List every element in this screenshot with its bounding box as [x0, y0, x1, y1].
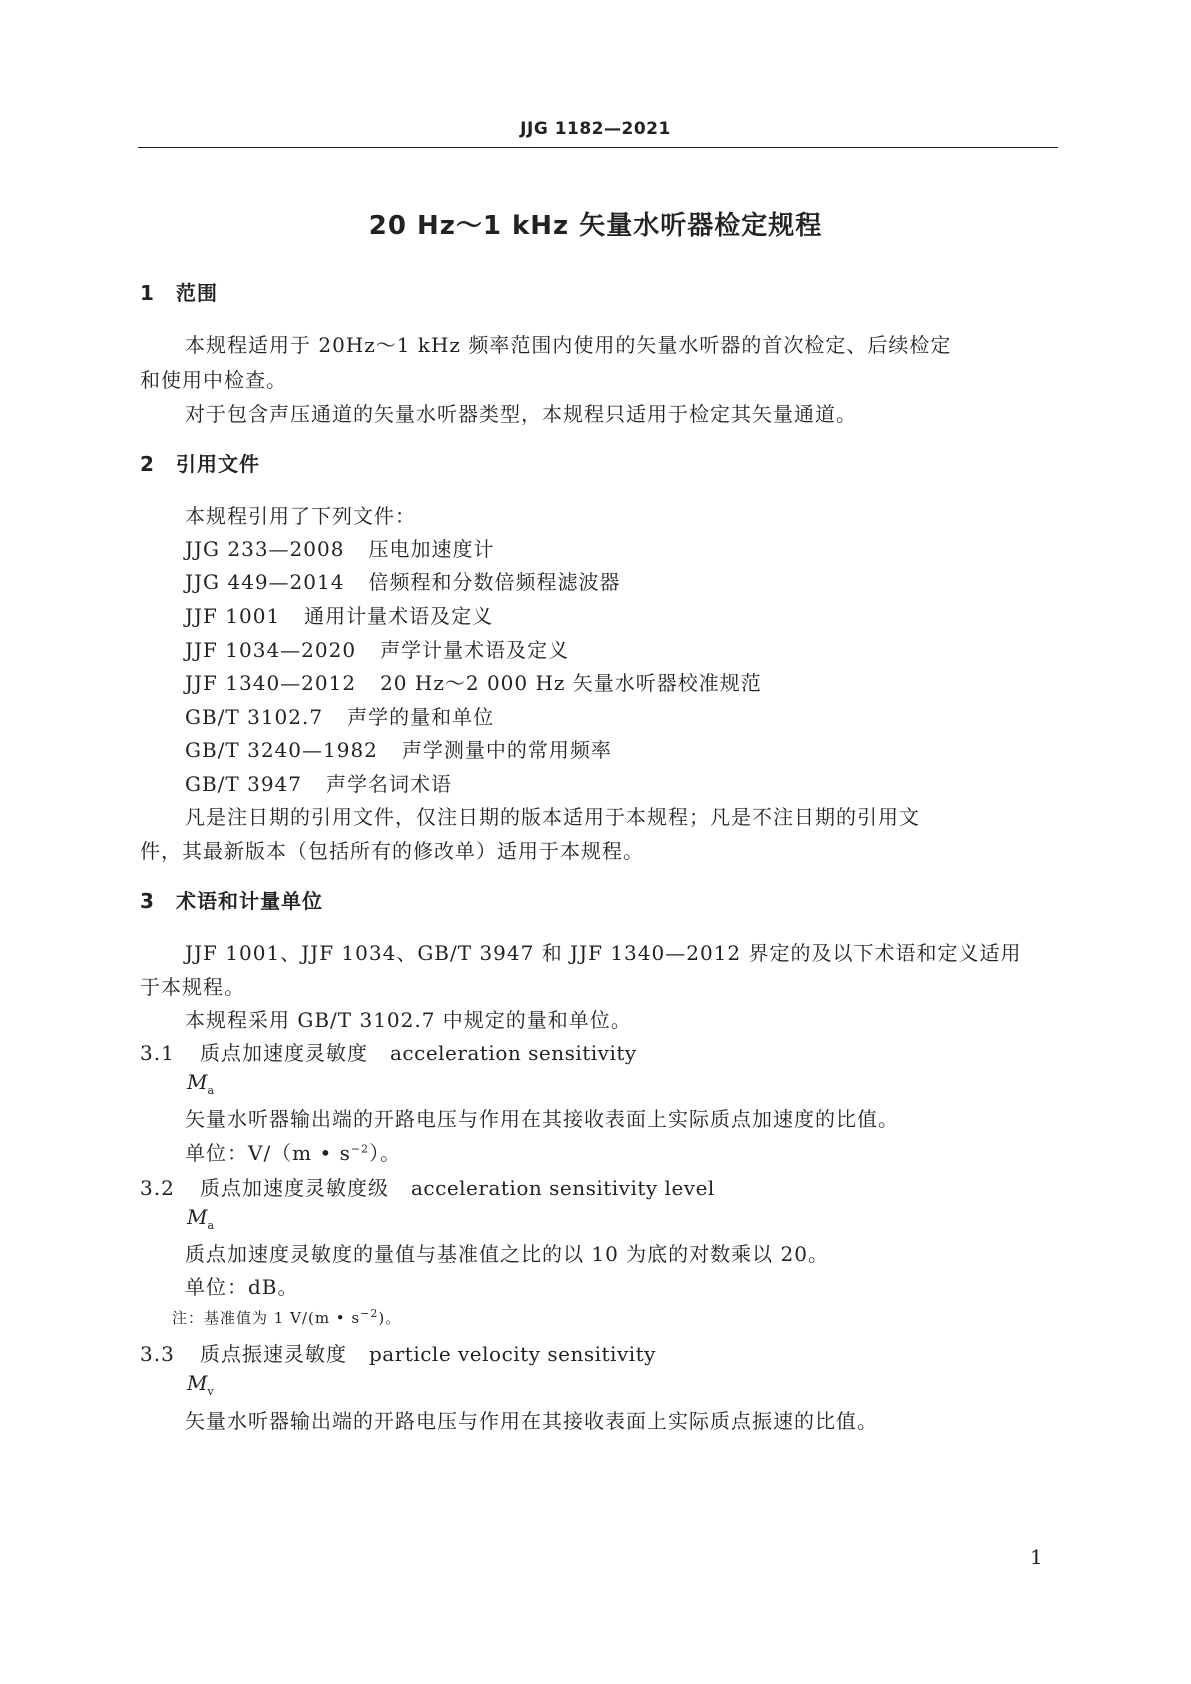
section-2-heading: [140, 448, 260, 477]
note-suffix: )。: [378, 1309, 402, 1327]
reference-item: [185, 768, 452, 797]
reference-title: 声学名词术语: [326, 772, 453, 796]
page-number: 1: [1030, 1545, 1043, 1569]
term-definition: 矢量水听器输出端的开路电压与作用在其接收表面上实际质点振速的比值。: [185, 1409, 878, 1433]
reference-title: 声学的量和单位: [347, 705, 495, 729]
term-definition: 质点加速度灵敏度的量值与基准值之比的以 10 为底的对数乘以 20。: [185, 1242, 829, 1266]
section-number: 1: [140, 281, 155, 305]
term-number: 3.1: [140, 1041, 175, 1065]
paragraph-line: JJF 1001、JJF 1034、GB/T 3947 和 JJF 1340—2012 界定的及以下术语和定义适用: [185, 941, 1022, 965]
section-1-heading: [140, 277, 218, 306]
term-chinese: 质点振速灵敏度: [200, 1342, 347, 1366]
term-unit: 单位：dB。: [185, 1275, 299, 1299]
reference-title: 倍频程和分数倍频程滤波器: [368, 570, 621, 594]
term-note: [172, 1307, 401, 1328]
term-number: 3.2: [140, 1176, 175, 1200]
section-number: 2: [140, 452, 155, 476]
reference-item: [185, 566, 620, 595]
symbol-subscript: a: [207, 1084, 215, 1097]
reference-item: [185, 667, 762, 696]
reference-code: GB/T 3102.7: [185, 705, 324, 729]
reference-item: [185, 600, 493, 629]
reference-title: 声学测量中的常用频率: [401, 738, 612, 762]
note-exponent: −2: [360, 1307, 379, 1320]
symbol-letter: M: [187, 1371, 208, 1395]
term-unit: [185, 1137, 401, 1166]
section-title: 术语和计量单位: [176, 889, 323, 913]
reference-title: 通用计量术语及定义: [304, 604, 494, 628]
term-heading: [140, 1037, 637, 1066]
running-header: JJG 1182—2021: [520, 119, 671, 139]
term-symbol: [187, 1070, 214, 1097]
unit-exponent: −2: [350, 1142, 370, 1156]
term-heading: [140, 1338, 656, 1367]
section-3-heading: [140, 885, 323, 914]
reference-item: [185, 701, 494, 730]
paragraph-line: 于本规程。: [140, 975, 245, 999]
paragraph-line: 对于包含声压通道的矢量水听器类型，本规程只适用于检定其矢量通道。: [185, 402, 857, 426]
paragraph-line: 凡是注日期的引用文件，仅注日期的版本适用于本规程；凡是不注日期的引用文: [185, 805, 920, 829]
term-english: particle velocity sensitivity: [369, 1342, 656, 1366]
reference-item: [185, 533, 494, 562]
term-english: acceleration sensitivity: [390, 1041, 637, 1065]
symbol-letter: M: [187, 1070, 208, 1094]
section-number: 3: [140, 889, 155, 913]
term-heading: [140, 1172, 715, 1201]
term-symbol: [187, 1205, 214, 1232]
reference-code: JJF 1001: [185, 604, 281, 628]
term-definition: 矢量水听器输出端的开路电压与作用在其接收表面上实际质点加速度的比值。: [185, 1107, 899, 1131]
term-number: 3.3: [140, 1342, 175, 1366]
reference-code: JJF 1034—2020: [185, 638, 357, 662]
reference-code: GB/T 3947: [185, 772, 303, 796]
symbol-letter: M: [187, 1205, 208, 1229]
reference-item: [185, 634, 569, 663]
note-prefix: 注：基准值为 1 V/(m • s: [172, 1309, 361, 1327]
reference-code: GB/T 3240—1982: [185, 738, 378, 762]
unit-suffix: ）。: [369, 1141, 402, 1165]
reference-title: 20 Hz～2 000 Hz 矢量水听器校准规范: [380, 671, 762, 695]
reference-code: JJF 1340—2012: [185, 671, 357, 695]
reference-code: JJG 233—2008: [185, 537, 345, 561]
term-english: acceleration sensitivity level: [411, 1176, 715, 1200]
term-chinese: 质点加速度灵敏度: [200, 1041, 368, 1065]
header-rule: [138, 147, 1058, 148]
paragraph-line: 和使用中检查。: [140, 368, 287, 392]
reference-title: 压电加速度计: [368, 537, 495, 561]
document-title: 20 Hz～1 kHz 矢量水听器检定规程: [368, 211, 823, 241]
term-chinese: 质点加速度灵敏度级: [200, 1176, 389, 1200]
symbol-subscript: a: [207, 1219, 215, 1232]
section-title: 范围: [176, 281, 218, 305]
paragraph-line: 件，其最新版本（包括所有的修改单）适用于本规程。: [140, 839, 644, 863]
reference-title: 声学计量术语及定义: [380, 638, 570, 662]
unit-prefix: 单位：V/（m • s: [185, 1141, 351, 1165]
paragraph-line: 本规程采用 GB/T 3102.7 中规定的量和单位。: [185, 1008, 632, 1032]
reference-code: JJG 449—2014: [185, 570, 345, 594]
reference-item: [185, 734, 612, 763]
references-intro: 本规程引用了下列文件：: [185, 504, 416, 528]
section-title: 引用文件: [176, 452, 260, 476]
symbol-subscript: v: [207, 1385, 214, 1398]
term-symbol: [187, 1371, 214, 1398]
paragraph-line: 本规程适用于 20Hz～1 kHz 频率范围内使用的矢量水听器的首次检定、后续检定: [185, 333, 952, 357]
